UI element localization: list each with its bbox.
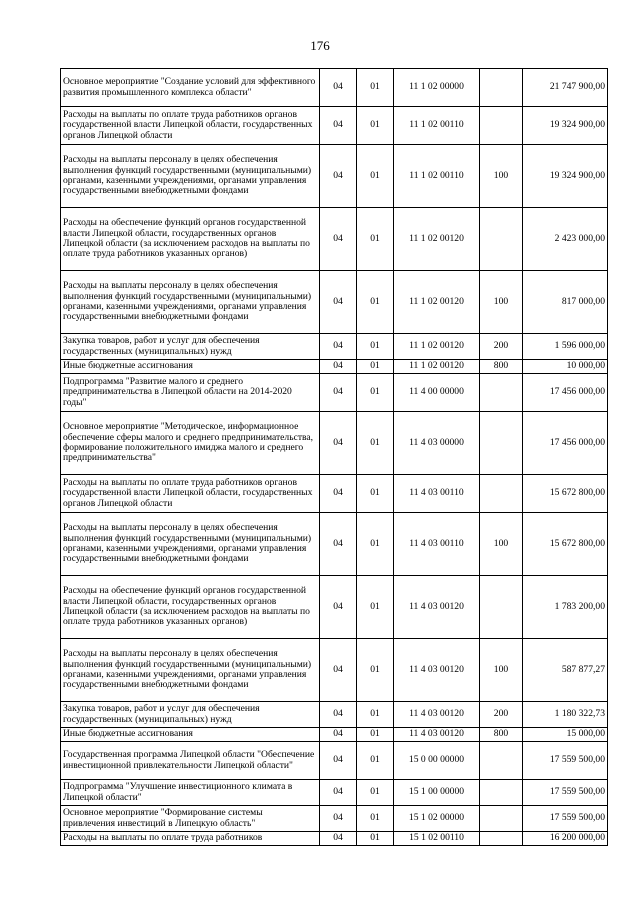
row-description: Закупка товаров, работ и услуг для обеспечения государственных (муниципальных) нужд (61, 702, 320, 728)
table-row (61, 475, 608, 513)
row-description: Расходы на выплаты по оплате труда работников органов государственной власти Липецкой области, государственных органов Липецкой области (61, 107, 320, 145)
row-subsection-code: 01 (357, 69, 394, 107)
table-row (61, 360, 608, 374)
row-amount: 817 000,00 (523, 271, 608, 334)
table-row (61, 702, 608, 728)
row-section-code: 04 (320, 513, 357, 576)
row-subsection-code: 01 (357, 832, 394, 846)
row-description: Расходы на выплаты персоналу в целях обеспечения выполнения функций государственными (муниципальными) органами, казенными учреждениями, органами управления государственными внебюджетными фондами (61, 513, 320, 576)
row-amount: 17 456 000,00 (523, 412, 608, 475)
row-expense-type: 800 (480, 728, 523, 742)
table-row (61, 208, 608, 271)
row-expense-type: 200 (480, 702, 523, 728)
row-description: Расходы на выплаты по оплате труда работников органов государственной власти Липецкой области, государственных органов Липецкой области (61, 475, 320, 513)
table-row (61, 374, 608, 412)
table-row (61, 832, 608, 846)
row-subsection-code: 01 (357, 374, 394, 412)
budget-table-body (61, 69, 608, 846)
row-description: Расходы на выплаты персоналу в целях обеспечения выполнения функций государственными (муниципальными) органами, казенными учреждениями, органами управления государственными внебюджетными фондами (61, 271, 320, 334)
row-target-article: 11 4 03 00110 (394, 513, 480, 576)
row-amount: 19 324 900,00 (523, 107, 608, 145)
row-subsection-code: 01 (357, 780, 394, 806)
row-description: Расходы на обеспечение функций органов государственной власти Липецкой области, государственных органов Липецкой области (за исключением расходов на выплаты по оплате труда работников указанных органов) (61, 576, 320, 639)
table-row (61, 69, 608, 107)
row-expense-type: 100 (480, 271, 523, 334)
row-expense-type (480, 69, 523, 107)
row-amount: 1 783 200,00 (523, 576, 608, 639)
page-number: 176 (310, 38, 330, 53)
row-amount: 16 200 000,00 (523, 832, 608, 846)
row-subsection-code: 01 (357, 360, 394, 374)
row-section-code: 04 (320, 107, 357, 145)
table-row (61, 513, 608, 576)
row-description: Подпрограмма "Развитие малого и среднего предпринимательства в Липецкой области на 2014-2020 годы" (61, 374, 320, 412)
row-amount: 17 559 500,00 (523, 742, 608, 780)
row-amount: 17 456 000,00 (523, 374, 608, 412)
row-amount: 10 000,00 (523, 360, 608, 374)
table-row (61, 271, 608, 334)
table-row (61, 576, 608, 639)
row-expense-type (480, 107, 523, 145)
row-section-code: 04 (320, 832, 357, 846)
row-amount: 21 747 900,00 (523, 69, 608, 107)
row-expense-type (480, 374, 523, 412)
row-expense-type (480, 208, 523, 271)
table-row (61, 412, 608, 475)
row-subsection-code: 01 (357, 107, 394, 145)
row-expense-type (480, 576, 523, 639)
row-target-article: 15 1 00 00000 (394, 780, 480, 806)
row-subsection-code: 01 (357, 145, 394, 208)
row-target-article: 15 0 00 00000 (394, 742, 480, 780)
row-description: Основное мероприятие "Формирование системы привлечения инвестиций в Липецкую область" (61, 806, 320, 832)
row-description: Расходы на выплаты персоналу в целях обеспечения выполнения функций государственными (муниципальными) органами, казенными учреждениями, органами управления государственными внебюджетными фондами (61, 639, 320, 702)
row-subsection-code: 01 (357, 208, 394, 271)
row-target-article: 11 4 03 00110 (394, 475, 480, 513)
row-amount: 15 672 800,00 (523, 513, 608, 576)
table-row (61, 107, 608, 145)
row-subsection-code: 01 (357, 702, 394, 728)
row-subsection-code: 01 (357, 412, 394, 475)
row-section-code: 04 (320, 69, 357, 107)
row-section-code: 04 (320, 334, 357, 360)
row-section-code: 04 (320, 475, 357, 513)
table-row (61, 780, 608, 806)
row-subsection-code: 01 (357, 334, 394, 360)
row-subsection-code: 01 (357, 639, 394, 702)
row-description: Расходы на обеспечение функций органов государственной власти Липецкой области, государственных органов Липецкой области (за исключением расходов на выплаты по оплате труда работников указанных органов) (61, 208, 320, 271)
row-target-article: 11 4 03 00120 (394, 576, 480, 639)
row-section-code: 04 (320, 742, 357, 780)
row-description: Закупка товаров, работ и услуг для обеспечения государственных (муниципальных) нужд (61, 334, 320, 360)
row-amount: 17 559 500,00 (523, 780, 608, 806)
row-expense-type: 800 (480, 360, 523, 374)
row-target-article: 11 4 00 00000 (394, 374, 480, 412)
row-section-code: 04 (320, 702, 357, 728)
row-subsection-code: 01 (357, 742, 394, 780)
table-row (61, 145, 608, 208)
row-target-article: 11 4 03 00120 (394, 639, 480, 702)
row-amount: 19 324 900,00 (523, 145, 608, 208)
row-expense-type: 100 (480, 639, 523, 702)
budget-table (60, 68, 608, 846)
row-expense-type: 100 (480, 513, 523, 576)
table-row (61, 728, 608, 742)
row-expense-type (480, 412, 523, 475)
row-target-article: 15 1 02 00110 (394, 832, 480, 846)
row-expense-type: 100 (480, 145, 523, 208)
row-amount: 587 877,27 (523, 639, 608, 702)
row-amount: 15 000,00 (523, 728, 608, 742)
row-section-code: 04 (320, 208, 357, 271)
row-section-code: 04 (320, 374, 357, 412)
row-section-code: 04 (320, 639, 357, 702)
row-description: Подпрограмма "Улучшение инвестиционного климата в Липецкой области" (61, 780, 320, 806)
row-subsection-code: 01 (357, 475, 394, 513)
row-amount: 2 423 000,00 (523, 208, 608, 271)
row-section-code: 04 (320, 271, 357, 334)
table-row (61, 334, 608, 360)
table-row (61, 639, 608, 702)
row-subsection-code: 01 (357, 576, 394, 639)
row-target-article: 11 1 02 00000 (394, 69, 480, 107)
row-expense-type: 200 (480, 334, 523, 360)
row-subsection-code: 01 (357, 513, 394, 576)
row-section-code: 04 (320, 412, 357, 475)
table-row (61, 806, 608, 832)
row-amount: 15 672 800,00 (523, 475, 608, 513)
row-description: Основное мероприятие "Методическое, информационное обеспечение сферы малого и среднего предпринимательства, формирование положительного имиджа малого и среднего предпринимательства" (61, 412, 320, 475)
row-description: Расходы на выплаты по оплате труда работников (61, 832, 320, 846)
row-target-article: 11 4 03 00120 (394, 702, 480, 728)
row-description: Иные бюджетные ассигнования (61, 728, 320, 742)
row-expense-type (480, 780, 523, 806)
row-target-article: 11 1 02 00120 (394, 208, 480, 271)
row-section-code: 04 (320, 728, 357, 742)
row-expense-type (480, 475, 523, 513)
row-target-article: 11 1 02 00120 (394, 360, 480, 374)
row-target-article: 11 1 02 00110 (394, 145, 480, 208)
row-amount: 1 596 000,00 (523, 334, 608, 360)
row-section-code: 04 (320, 576, 357, 639)
row-section-code: 04 (320, 360, 357, 374)
row-target-article: 11 4 03 00000 (394, 412, 480, 475)
row-section-code: 04 (320, 806, 357, 832)
row-section-code: 04 (320, 780, 357, 806)
row-expense-type (480, 742, 523, 780)
row-expense-type (480, 832, 523, 846)
row-amount: 17 559 500,00 (523, 806, 608, 832)
row-target-article: 11 1 02 00110 (394, 107, 480, 145)
row-subsection-code: 01 (357, 806, 394, 832)
row-expense-type (480, 806, 523, 832)
row-target-article: 11 4 03 00120 (394, 728, 480, 742)
row-description: Иные бюджетные ассигнования (61, 360, 320, 374)
row-subsection-code: 01 (357, 271, 394, 334)
row-description: Расходы на выплаты персоналу в целях обеспечения выполнения функций государственными (муниципальными) органами, казенными учреждениями, органами управления государственными внебюджетными фондами (61, 145, 320, 208)
row-amount: 1 180 322,73 (523, 702, 608, 728)
row-target-article: 11 1 02 00120 (394, 334, 480, 360)
row-description: Основное мероприятие "Создание условий для эффективного развития промышленного комплекса области" (61, 69, 320, 107)
row-target-article: 15 1 02 00000 (394, 806, 480, 832)
row-section-code: 04 (320, 145, 357, 208)
row-target-article: 11 1 02 00120 (394, 271, 480, 334)
row-description: Государственная программа Липецкой области "Обеспечение инвестиционной привлекательности Липецкой области" (61, 742, 320, 780)
row-subsection-code: 01 (357, 728, 394, 742)
table-row (61, 742, 608, 780)
